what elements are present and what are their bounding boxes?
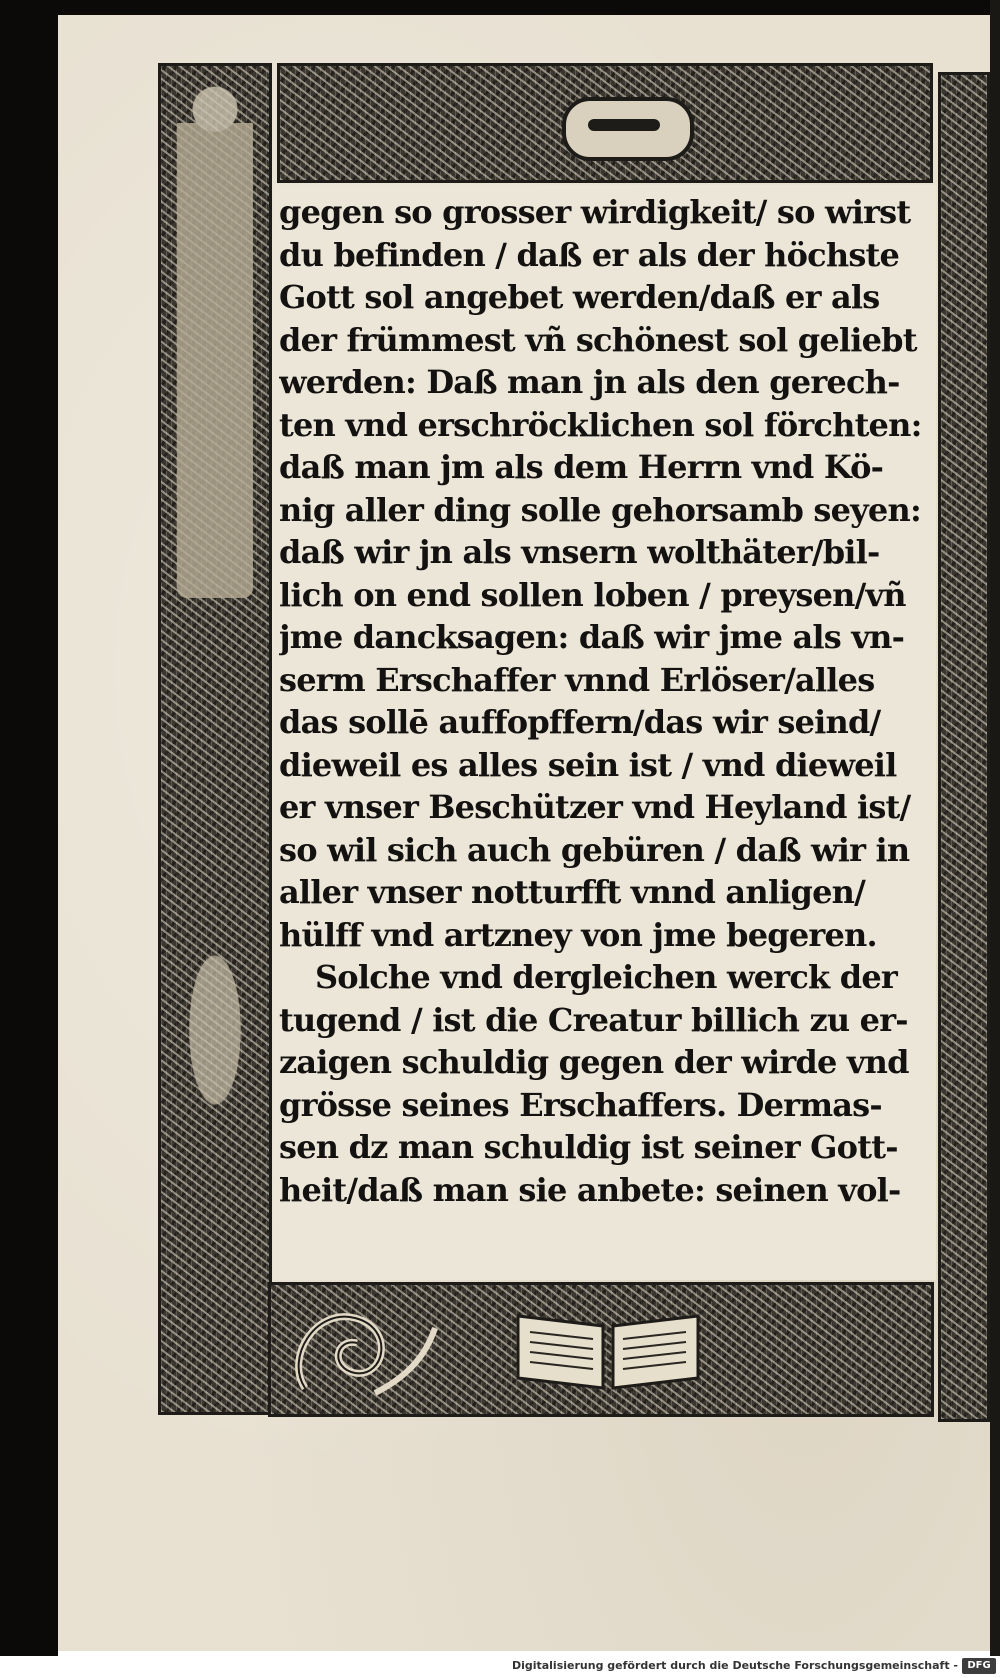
text-line: tugend / ist die Creatur billich zu er-	[279, 1000, 908, 1039]
ornamental-border-right	[938, 72, 990, 1422]
text-line: so wil sich auch gebüren / daß wir in	[279, 830, 910, 869]
text-line: aller vnser notturfft vnnd anligen/	[279, 873, 866, 911]
text-line: gegen so grosser wirdigkeit/ so wirst	[279, 193, 911, 231]
text-line: zaigen schuldig gegen der wirde vnd	[279, 1043, 909, 1081]
text-line: heit/daß man sie anbete: seinen vol-	[279, 1170, 901, 1209]
text-line: dieweil es alles sein ist / vnd dieweil	[279, 745, 897, 784]
cartouche-ornament	[562, 97, 694, 161]
text-line: der frümmest vñ schönest sol geliebt	[279, 320, 917, 359]
text-line: ten vnd erschröcklichen sol förchten:	[279, 405, 922, 444]
text-line: sen dz man schuldig ist seiner Gott-	[279, 1128, 898, 1166]
scanner-margin-left	[0, 0, 58, 1656]
text-line: daß man jm als dem Herrn vnd Kö-	[279, 448, 884, 486]
text-line: hülff vnd artzney von jme begeren.	[279, 915, 877, 954]
digitization-footer	[0, 1656, 1000, 1678]
open-book-icon	[508, 1296, 708, 1396]
text-line: serm Erschaffer vnnd Erlöser/alles	[279, 660, 875, 699]
text-line: lich on end sollen loben / preysen/vñ	[279, 575, 906, 614]
text-line: daß wir jn als vnsern wolthäter/bil-	[279, 533, 880, 571]
standing-figure-ornament	[177, 78, 253, 598]
scanner-margin-right	[990, 0, 1000, 1656]
text-line: Solche vnd dergleichen werck der	[315, 958, 897, 996]
text-line: jme dancksagen: daß wir jme als vn-	[279, 618, 905, 656]
text-line: werden: Daß man jn als den gerech-	[279, 363, 900, 401]
text-line: nig aller ding solle gehorsamb seyen:	[279, 490, 921, 529]
text-line: grösse seines Erschaffers. Dermas-	[279, 1085, 882, 1124]
scanner-margin-top	[0, 0, 1000, 15]
scroll-ornament	[285, 1298, 445, 1406]
text-line: du befinden / daß er als der höchste	[279, 235, 900, 274]
funding-credit: Digitalisierung gefördert durch die Deutsche Forschungsgemeinschaft -	[511, 1659, 958, 1672]
text-line: das sollē auffopffern/das wir seind/	[279, 703, 881, 741]
text-line: Gott sol angebet werden/daß er als	[279, 278, 880, 316]
dfg-logo: DFG	[962, 1658, 996, 1674]
text-line: er vnser Beschützer vnd Heyland ist/	[279, 788, 911, 826]
text-block	[273, 185, 936, 1280]
fruit-ornament	[170, 900, 260, 1160]
